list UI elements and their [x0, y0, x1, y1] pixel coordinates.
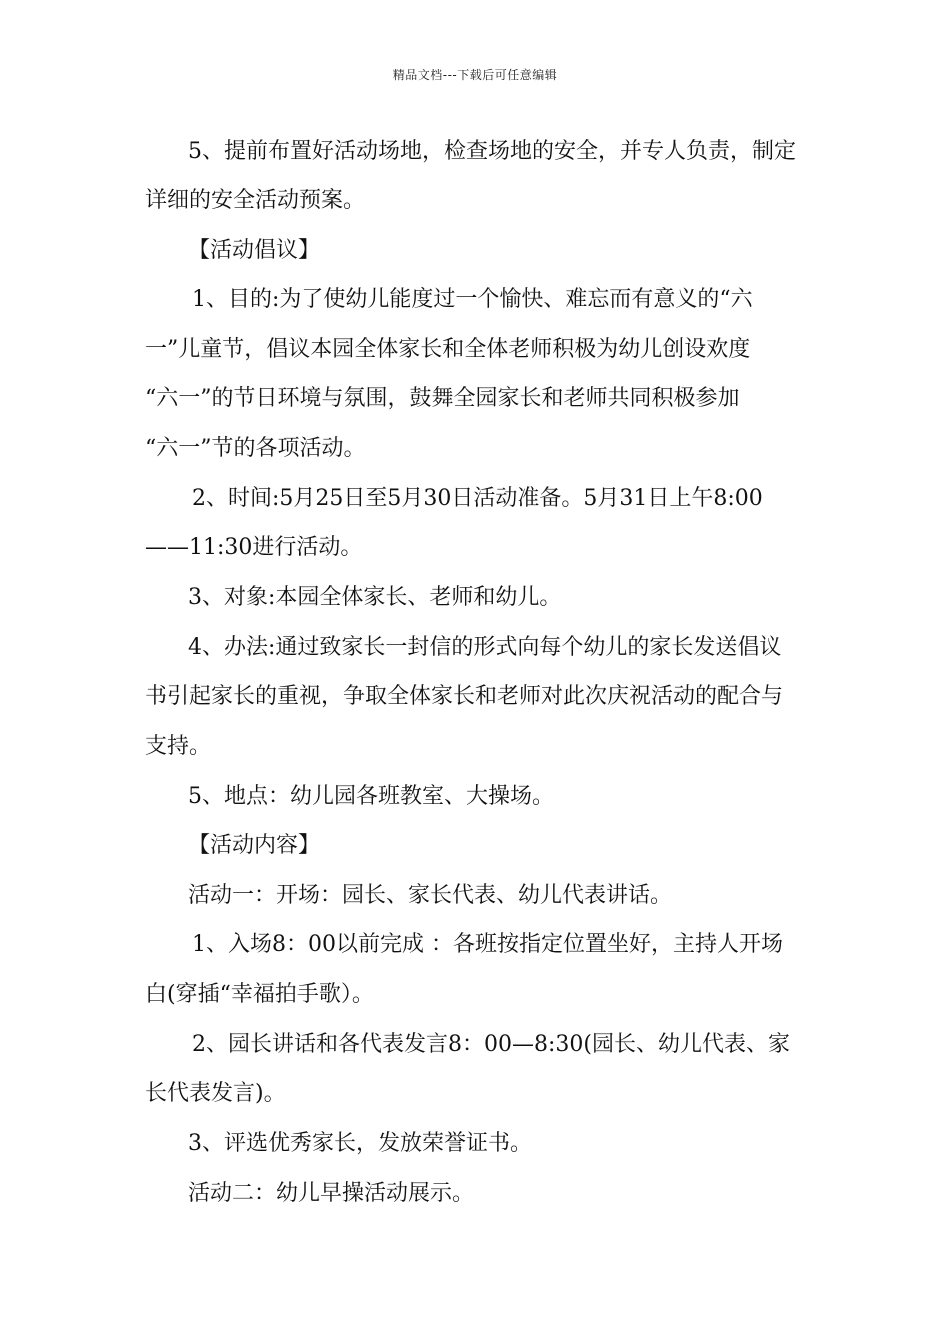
text-line: “六一”的节日环境与氛围，鼓舞全园家长和老师共同积极参加: [145, 386, 740, 411]
text-line: 1、目的:为了使幼儿能度过一个愉快、难忘而有意义的“六: [192, 287, 753, 312]
text-line: 2、园长讲话和各代表发言8：00—8:30(园长、幼儿代表、家: [192, 1032, 790, 1057]
text-line: 支持。: [145, 734, 212, 759]
page-header: 精品文档---下载后可任意编辑: [392, 68, 558, 82]
text-line: 3、评选优秀家长，发放荣誉证书。: [188, 1131, 532, 1156]
text-line: 书引起家长的重视，争取全体家长和老师对此次庆祝活动的配合与: [145, 684, 784, 709]
text-line: 详细的安全活动预案。: [145, 188, 366, 213]
text-line: 1、入场8：00以前完成 ：各班按指定位置坐好，主持人开场: [192, 932, 783, 957]
section-heading: 【活动内容】: [188, 833, 321, 858]
text-line: 4、办法:通过致家长一封信的形式向每个幼儿的家长发送倡议: [188, 635, 782, 660]
text-line: 长代表发言)。: [145, 1081, 286, 1106]
text-line: “六一”节的各项活动。: [145, 436, 366, 461]
text-line: 白(穿插“幸福拍手歌）。: [145, 982, 374, 1007]
text-line: 活动一：开场：园长、家长代表、幼儿代表讲话。: [188, 883, 673, 908]
text-line: 3、对象:本园全体家长、老师和幼儿。: [188, 585, 562, 610]
text-line: 5、提前布置好活动场地，检查场地的安全，并专人负责，制定: [188, 139, 796, 164]
section-heading: 【活动倡议】: [188, 238, 321, 263]
text-line: 5、地点：幼儿园各班教室、大操场。: [188, 784, 554, 809]
text-line: 一”儿童节，倡议本园全体家长和全体老师积极为幼儿创设欢度: [145, 337, 751, 362]
text-line: 活动二：幼儿早操活动展示。: [188, 1181, 475, 1206]
text-line: ——11:30进行活动。: [145, 535, 363, 560]
text-line: 2、时间:5月25日至5月30日活动准备。5月31日上午8:00: [192, 486, 763, 511]
